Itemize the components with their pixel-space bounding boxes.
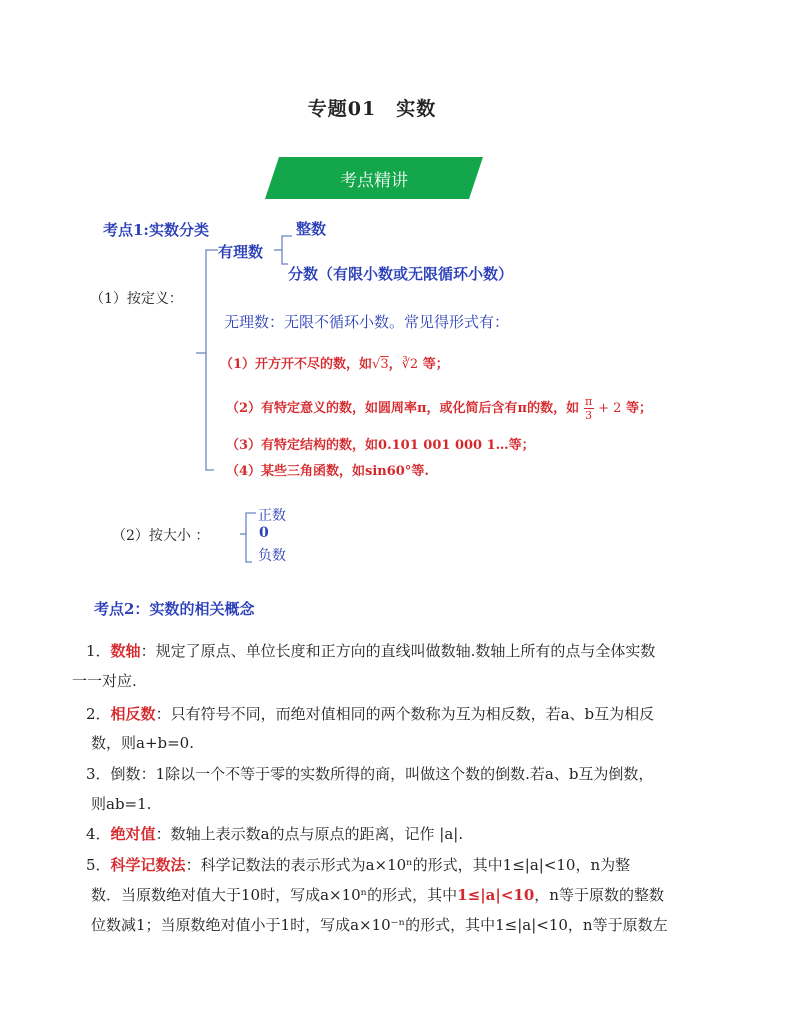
section1-heading: 考点1:实数分类 xyxy=(103,221,209,239)
concept-5-line3: 位数减1；当原数绝对值小于1时，写成a×10⁻ⁿ的形式，其中1≤|a|<10，n等于原数左 xyxy=(91,916,668,934)
banner-label: 考点精讲 xyxy=(340,171,408,191)
irrational-item-2: （2）有特定意义的数，如圆周率π，或化简后含有π的数，如 $\frac{\pi}{3}$ + 2 等； xyxy=(226,395,652,422)
concept-1-line1: 1．数轴：规定了原点、单位长度和正方向的直线叫做数轴.数轴上所有的点与全体实数 xyxy=(86,642,656,660)
concept-3-line2: 则ab=1. xyxy=(91,795,152,813)
integer-label: 整数 xyxy=(296,220,327,238)
page-title: 专题01 实数 xyxy=(307,98,437,120)
irrational-label: 无理数：无限不循环小数。常见得形式有： xyxy=(224,313,510,331)
concept-1-line2: 一一对应. xyxy=(72,672,137,690)
irrational-item-4: （4）某些三角函数，如sin60°等. xyxy=(226,464,429,479)
rational-label: 有理数 xyxy=(218,243,264,261)
concept-5-line1: 5．科学记数法：科学记数法的表示形式为a×10ⁿ的形式，其中1≤|a|<10，n为整 xyxy=(86,856,631,874)
concept-4-line1: 4．绝对值：数轴上表示数a的点与原点的距离，记作 |a|. xyxy=(86,825,464,843)
concept-2-line1: 2．相反数：只有符号不同，而绝对值相同的两个数称为互为相反数，若a、b互为相反 xyxy=(86,705,655,723)
size-negative: 负数 xyxy=(258,548,286,564)
size-zero: 0 xyxy=(259,525,269,541)
fraction-label: 分数（有限小数或无限循环小数） xyxy=(288,265,514,283)
irrational-item-3: （3）有特定结构的数，如0.101 001 000 1…等； xyxy=(226,438,535,453)
irrational-item-1: （1）开方开不尽的数，如√3，∛2 等； xyxy=(220,357,449,372)
size-positive: 正数 xyxy=(258,508,286,524)
concept-2-line2: 数，则a+b=0. xyxy=(91,734,194,752)
concept-3-line1: 3．倒数：1除以一个不等于零的实数所得的商，叫做这个数的倒数.若a、b互为倒数， xyxy=(86,765,654,783)
by-size-label: （2）按大小 ： xyxy=(112,528,210,544)
by-definition-label: （1）按定义： xyxy=(90,291,183,307)
section2-heading: 考点2：实数的相关概念 xyxy=(94,600,255,618)
concept-5-line2: 数．当原数绝对值大于10时，写成a×10ⁿ的形式，其中1≤|a|<10，n等于原数的整数 xyxy=(91,886,664,904)
